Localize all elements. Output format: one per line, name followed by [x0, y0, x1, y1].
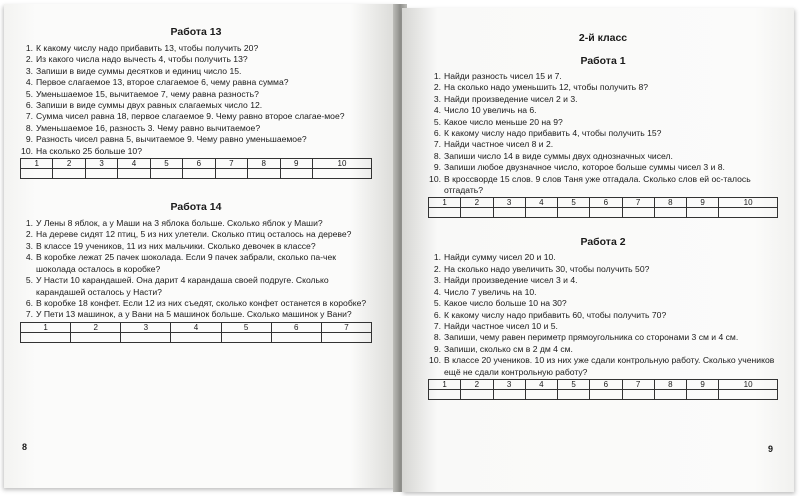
task-item: 6. Запиши в виде суммы двух равных слагаемых число 12.: [25, 100, 263, 111]
task-text: К какому числу надо прибавить 4, чтобы получить 15?: [444, 128, 662, 139]
right-page-content: [428, 32, 778, 400]
task-item: 5. Уменьшаемое 15, вычитаемое 7, чему равна разность?: [25, 88, 259, 99]
task-item: 4. Число 10 увеличь на 6.: [433, 105, 537, 116]
task-item: 4. Число 7 увеличь на 10.: [433, 286, 537, 297]
task-item: 7. Найди частное чисел 8 и 2.: [433, 139, 554, 150]
answer-cell[interactable]: [493, 389, 525, 399]
answer-cell[interactable]: [461, 389, 493, 399]
work13-answer-table: [20, 158, 372, 179]
task-text: У Лены 8 яблок, а у Маши на 3 яблока больше. Сколько яблок у Маши?: [36, 218, 323, 229]
answer-cell[interactable]: [654, 389, 686, 399]
answer-header-cell: 5: [558, 198, 590, 208]
task-text: Уменьшаемое 16, разность 3. Чему равно вычитаемое?: [36, 122, 261, 133]
task-item: 2. На сколько надо увеличить 30, чтобы получить 50?: [433, 263, 650, 274]
task-text: Запиши в виде суммы десятков и единиц число 15.: [36, 65, 242, 76]
task-item: 8. Уменьшаемое 16, разность 3. Чему равно вычитаемое?: [25, 122, 261, 133]
task-text: В коробке 18 конфет. Если 12 из них съедят, сколько конфет останется в коробке?: [36, 297, 367, 308]
task-text: В классе 20 учеников. 10 из них уже сдали контрольную работу. Сколько учеников ещё не сдали контрольную работу?: [444, 355, 775, 377]
task-item: 5. Какое число больше 10 на 30?: [433, 298, 567, 309]
task-item: 6. В коробке 18 конфет. Если 12 из них съедят, сколько конфет останется в коробке?: [25, 297, 367, 308]
task-text: Найди произведение чисел 3 и 4.: [444, 275, 578, 286]
work14-answer-table: [20, 322, 372, 343]
task-item: 6. К какому числу надо прибавить 4, чтобы получить 15?: [433, 128, 662, 139]
answer-header-cell: 1: [429, 198, 461, 208]
answer-cell[interactable]: [85, 169, 117, 179]
work13-task-list: [20, 43, 372, 157]
answer-cell[interactable]: [622, 389, 654, 399]
answer-header-cell: 2: [53, 159, 85, 169]
task-item: 3. Найди произведение чисел 3 и 4.: [433, 275, 578, 286]
answer-cell[interactable]: [590, 389, 622, 399]
grade-heading: 2-й класс: [578, 32, 628, 44]
answer-header-cell: 9: [280, 159, 312, 169]
task-text: Уменьшаемое 15, вычитаемое 7, чему равна разность?: [36, 88, 259, 99]
task-text: Запиши, сколько см в 2 дм 4 см.: [444, 343, 573, 354]
task-item: 9. Запиши, сколько см в 2 дм 4 см.: [433, 343, 573, 354]
answer-header-cell: 6: [183, 159, 215, 169]
answer-cell[interactable]: [21, 169, 53, 179]
task-item: 1. Найди разность чисел 15 и 7.: [433, 71, 562, 81]
answer-header-cell: 3: [121, 322, 171, 332]
task-text: У Насти 10 карандашей. Она дарит 4 карандаша своей подруге. Сколько карандашей осталось у Насти?: [36, 275, 329, 297]
answer-header-cell: 8: [248, 159, 280, 169]
answer-header-cell: 3: [85, 159, 117, 169]
task-text: На дереве сидят 12 птиц, 5 из них улетели. Сколько птиц осталось на дереве?: [36, 229, 352, 240]
task-item: 1. У Лены 8 яблок, а у Маши на 3 яблока больше. Сколько яблок у Маши?: [25, 218, 323, 229]
answer-cell[interactable]: [271, 332, 321, 342]
task-item: 3. Найди произведение чисел 2 и 3.: [433, 93, 578, 104]
task-text: Запиши, чему равен периметр прямоугольника со сторонами 3 см и 4 см.: [444, 332, 739, 343]
task-text: Запиши число 14 в виде суммы двух однозначных чисел.: [444, 150, 673, 161]
work14-title: Работа 14: [170, 201, 222, 214]
answer-header-cell: 9: [687, 379, 719, 389]
task-item: 6. К какому числу надо прибавить 60, чтобы получить 70?: [433, 309, 667, 320]
task-item: 10. В классе 20 учеников. 10 из них уже сдали контрольную работу. Сколько учеников ещё не сдали контрольную работу?: [429, 355, 775, 377]
task-item: 7. У Пети 13 машинок, а у Вани на 5 машинок больше. Сколько машинок у Вани?: [25, 309, 352, 320]
task-item: 3. В классе 19 учеников, 11 из них мальчики. Сколько девочек в классе?: [25, 240, 316, 251]
task-text: В кроссворде 15 слов. 9 слов Таня уже отгадала. Сколько слов ей ос-талось отгадать?: [444, 173, 751, 196]
task-text: Запиши в виде суммы двух равных слагаемых число 12.: [36, 100, 263, 111]
task-text: К какому числу надо прибавить 60, чтобы получить 70?: [444, 309, 667, 320]
answer-cell[interactable]: [221, 332, 271, 342]
answer-cell[interactable]: [590, 208, 622, 218]
task-text: Найди сумму чисел 20 и 10.: [444, 252, 556, 263]
work1-answer-table: [428, 197, 778, 218]
answer-header-cell: 5: [150, 159, 182, 169]
task-text: К какому числу надо прибавить 13, чтобы получить 20?: [36, 43, 259, 53]
task-text: На сколько 25 больше 10?: [36, 145, 142, 156]
work13-title: Работа 13: [170, 26, 222, 38]
answer-cell[interactable]: [558, 389, 590, 399]
task-text: Сумма чисел равна 18, первое слагаемое 9. Чему равно второе слагае-мое?: [36, 111, 345, 122]
answer-header-cell: 7: [622, 379, 654, 389]
task-item: 9. Разность чисел равна 5, вычитаемое 9. Чему равно уменьшаемое?: [25, 134, 307, 145]
task-text: Запиши любое двузначное число, которое больше суммы чисел 3 и 8.: [444, 162, 725, 173]
task-text: На сколько надо увеличить 30, чтобы получить 50?: [444, 263, 650, 274]
answer-header-cell: 1: [21, 159, 53, 169]
task-item: 4. В коробке лежат 25 пачек шоколада. Если 9 пачек забрали, сколько па-чек шоколада осталось в коробке?: [25, 252, 337, 274]
answer-header-cell: 8: [654, 379, 686, 389]
answer-cell[interactable]: [53, 169, 85, 179]
task-item: 2. На дереве сидят 12 птиц, 5 из них улетели. Сколько птиц осталось на дереве?: [25, 229, 352, 240]
task-item: 4. Первое слагаемое 13, второе слагаемое 6, чему равна сумма?: [25, 77, 289, 88]
task-item: 5. У Насти 10 карандашей. Она дарит 4 карандаша своей подруге. Сколько карандашей осталось у Насти?: [25, 275, 329, 297]
task-item: 1. Найди сумму чисел 20 и 10.: [433, 252, 556, 263]
answer-header-cell: 4: [525, 379, 557, 389]
answer-header-cell: 6: [590, 379, 622, 389]
task-item: 10. На сколько 25 больше 10?: [21, 145, 142, 156]
answer-header-cell: 3: [493, 198, 525, 208]
answer-cell[interactable]: [118, 169, 150, 179]
answer-header-cell: 5: [221, 322, 271, 332]
task-text: Найди частное чисел 10 и 5.: [444, 320, 558, 331]
task-text: На сколько надо уменьшить 12, чтобы получить 8?: [444, 82, 649, 93]
work1-task-list: [428, 71, 778, 196]
answer-header-cell: 7: [321, 322, 371, 332]
answer-header-cell: 2: [71, 322, 121, 332]
work14-task-list: [20, 218, 372, 321]
task-text: Число 7 увеличь на 10.: [444, 286, 537, 297]
answer-cell[interactable]: [150, 169, 182, 179]
task-text: В коробке лежат 25 пачек шоколада. Если 9 пачек забрали, сколько па-чек шоколада осталось в коробке?: [36, 252, 337, 274]
task-text: Найди частное чисел 8 и 2.: [444, 139, 554, 150]
answer-cell[interactable]: [121, 332, 171, 342]
answer-header-cell: 9: [687, 198, 719, 208]
answer-header-cell: 7: [215, 159, 247, 169]
answer-header-cell: 6: [271, 322, 321, 332]
task-text: Первое слагаемое 13, второе слагаемое 6, чему равна сумма?: [36, 77, 289, 88]
answer-cell[interactable]: [248, 169, 280, 179]
work2-task-list: [428, 252, 778, 377]
task-item: 3. Запиши в виде суммы десятков и единиц число 15.: [25, 65, 242, 76]
answer-cell[interactable]: [71, 332, 121, 342]
answer-cell[interactable]: [525, 389, 557, 399]
answer-header-cell: 8: [654, 198, 686, 208]
answer-header-cell: 3: [493, 379, 525, 389]
answer-header-cell: 2: [461, 379, 493, 389]
task-text: Число 10 увеличь на 6.: [444, 105, 537, 116]
answer-cell[interactable]: [215, 169, 247, 179]
answer-header-cell: 4: [525, 198, 557, 208]
answer-header-cell: 4: [171, 322, 221, 332]
task-text: Разность чисел равна 5, вычитаемое 9. Чему равно уменьшаемое?: [36, 134, 307, 145]
task-item: 2. На сколько надо уменьшить 12, чтобы получить 8?: [433, 82, 649, 93]
answer-cell[interactable]: [280, 169, 312, 179]
task-item: 9. Запиши любое двузначное число, которое больше суммы чисел 3 и 8.: [433, 162, 725, 173]
task-item: 1. К какому числу надо прибавить 13, чтобы получить 20?: [25, 43, 259, 53]
task-text: У Пети 13 машинок, а у Вани на 5 машинок больше. Сколько машинок у Вани?: [36, 309, 352, 320]
answer-header-cell: 6: [590, 198, 622, 208]
answer-header-cell: 5: [558, 379, 590, 389]
task-text: Из какого числа надо вычесть 4, чтобы получить 13?: [36, 54, 248, 65]
answer-header-cell: 10: [719, 198, 778, 208]
task-text: В классе 19 учеников, 11 из них мальчики. Сколько девочек в классе?: [36, 240, 316, 251]
answer-header-cell: 10: [312, 159, 371, 169]
work2-answer-table: [428, 379, 778, 400]
task-item: 7. Сумма чисел равна 18, первое слагаемое 9. Чему равно второе слагае-мое?: [25, 111, 345, 122]
task-item: 2. Из какого числа надо вычесть 4, чтобы получить 13?: [25, 54, 248, 65]
answer-cell[interactable]: [21, 332, 71, 342]
task-text: Какое число больше 10 на 30?: [444, 298, 567, 309]
task-item: 5. Какое число меньше 20 на 9?: [433, 116, 563, 127]
answer-cell[interactable]: [558, 208, 590, 218]
left-page-content: [20, 26, 372, 343]
answer-header-cell: 1: [21, 322, 71, 332]
answer-header-cell: 1: [429, 379, 461, 389]
answer-cell[interactable]: [183, 169, 215, 179]
answer-cell[interactable]: [429, 208, 461, 218]
task-item: 8. Запиши число 14 в виде суммы двух однозначных чисел.: [433, 150, 673, 161]
answer-cell[interactable]: [719, 389, 778, 399]
task-item: 10. В кроссворде 15 слов. 9 слов Таня уже отгадала. Сколько слов ей ос-талось отгадать?: [429, 173, 751, 196]
task-item: 7. Найди частное чисел 10 и 5.: [433, 320, 558, 331]
page-number-right: 9: [768, 444, 774, 454]
answer-cell[interactable]: [719, 208, 778, 218]
answer-cell[interactable]: [525, 208, 557, 218]
answer-cell[interactable]: [321, 332, 371, 342]
work1-title: Работа 1: [580, 55, 626, 67]
answer-header-cell: 7: [622, 198, 654, 208]
answer-header-cell: 2: [461, 198, 493, 208]
answer-cell[interactable]: [654, 208, 686, 218]
answer-cell[interactable]: [687, 389, 719, 399]
answer-cell[interactable]: [171, 332, 221, 342]
task-item: 8. Запиши, чему равен периметр прямоугольника со сторонами 3 см и 4 см.: [433, 332, 739, 343]
task-text: Найди разность чисел 15 и 7.: [444, 71, 562, 81]
page-number-left: 8: [22, 442, 28, 452]
answer-cell[interactable]: [312, 169, 371, 179]
answer-cell[interactable]: [429, 389, 461, 399]
task-text: Какое число меньше 20 на 9?: [444, 116, 563, 127]
task-text: Найди произведение чисел 2 и 3.: [444, 93, 578, 104]
answer-cell[interactable]: [461, 208, 493, 218]
answer-cell[interactable]: [622, 208, 654, 218]
answer-header-cell: 4: [118, 159, 150, 169]
work2-title: Работа 2: [580, 236, 626, 249]
answer-cell[interactable]: [687, 208, 719, 218]
answer-cell[interactable]: [493, 208, 525, 218]
answer-header-cell: 10: [719, 379, 778, 389]
